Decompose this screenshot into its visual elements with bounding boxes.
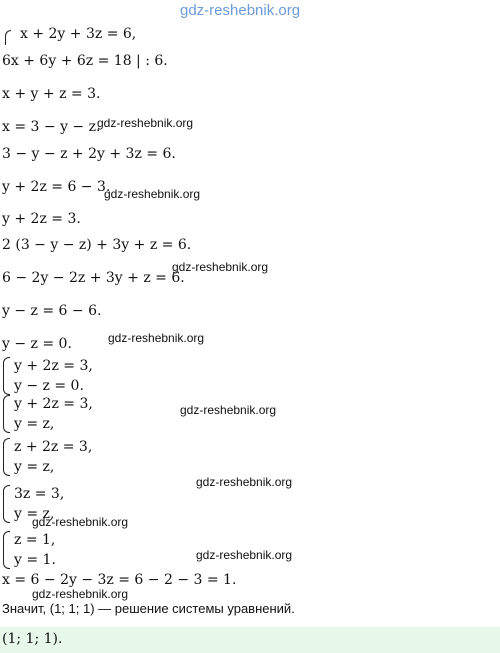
- watermark: gdz-reshebnik.org: [196, 475, 293, 489]
- equation-line-8: 2 (3 − y − z) + 3y + z = 6.: [2, 237, 192, 253]
- watermark: gdz-reshebnik.org: [97, 116, 194, 130]
- system-brace: [3, 357, 10, 395]
- equation-line-4: x = 3 − y − z.: [2, 119, 101, 135]
- equation-line-5: 3 − y − z + 2y + 3z = 6.: [2, 146, 176, 162]
- watermark: gdz-reshebnik.org: [108, 331, 205, 345]
- system-brace: [3, 395, 10, 433]
- system-4-eq-2: y = z,: [14, 506, 55, 522]
- system-2-eq-1: y + 2z = 3,: [14, 396, 93, 412]
- equation-line-11: y − z = 0.: [2, 336, 72, 352]
- answer-text: (1; 1; 1).: [2, 631, 63, 647]
- system-5-eq-1: z = 1,: [14, 532, 56, 548]
- equation-line-1: x + 2y + 3z = 6,: [20, 26, 137, 42]
- system-1-eq-2: y − z = 0.: [14, 378, 84, 394]
- final-equation: x = 6 − 2y − 3z = 6 − 2 − 3 = 1.: [2, 572, 237, 588]
- watermark: gdz-reshebnik.org: [104, 187, 201, 201]
- equation-line-10: y − z = 6 − 6.: [2, 303, 102, 319]
- system-brace: [3, 485, 10, 523]
- equation-line-2: 6x + 6y + 6z = 18 | : 6.: [2, 53, 168, 69]
- system-brace: [3, 438, 10, 476]
- equation-line-9: 6 − 2y − 2z + 3y + z = 6.: [2, 270, 185, 286]
- watermark: gdz-reshebnik.org: [172, 260, 269, 274]
- equation-line-3: x + y + z = 3.: [2, 86, 101, 102]
- watermark-top: gdz-reshebnik.org: [180, 2, 301, 19]
- system-1-eq-1: y + 2z = 3,: [14, 358, 93, 374]
- system-brace: [3, 531, 10, 569]
- equation-line-7: y + 2z = 3.: [2, 211, 81, 227]
- system-brace-open: [5, 30, 11, 45]
- conclusion-text: Значит, (1; 1; 1) — решение системы уравнений.: [2, 601, 295, 616]
- watermark: gdz-reshebnik.org: [196, 548, 293, 562]
- watermark: gdz-reshebnik.org: [32, 587, 129, 601]
- system-4-eq-1: 3z = 3,: [14, 486, 65, 502]
- system-5-eq-2: y = 1.: [14, 552, 56, 568]
- equation-line-6: y + 2z = 6 − 3.: [2, 179, 111, 195]
- system-2-eq-2: y = z,: [14, 416, 55, 432]
- system-3-eq-2: y = z,: [14, 459, 55, 475]
- answer-box: [0, 627, 500, 653]
- system-3-eq-1: z + 2z = 3,: [14, 439, 93, 455]
- watermark: gdz-reshebnik.org: [180, 403, 277, 417]
- watermark: gdz-reshebnik.org: [32, 515, 129, 529]
